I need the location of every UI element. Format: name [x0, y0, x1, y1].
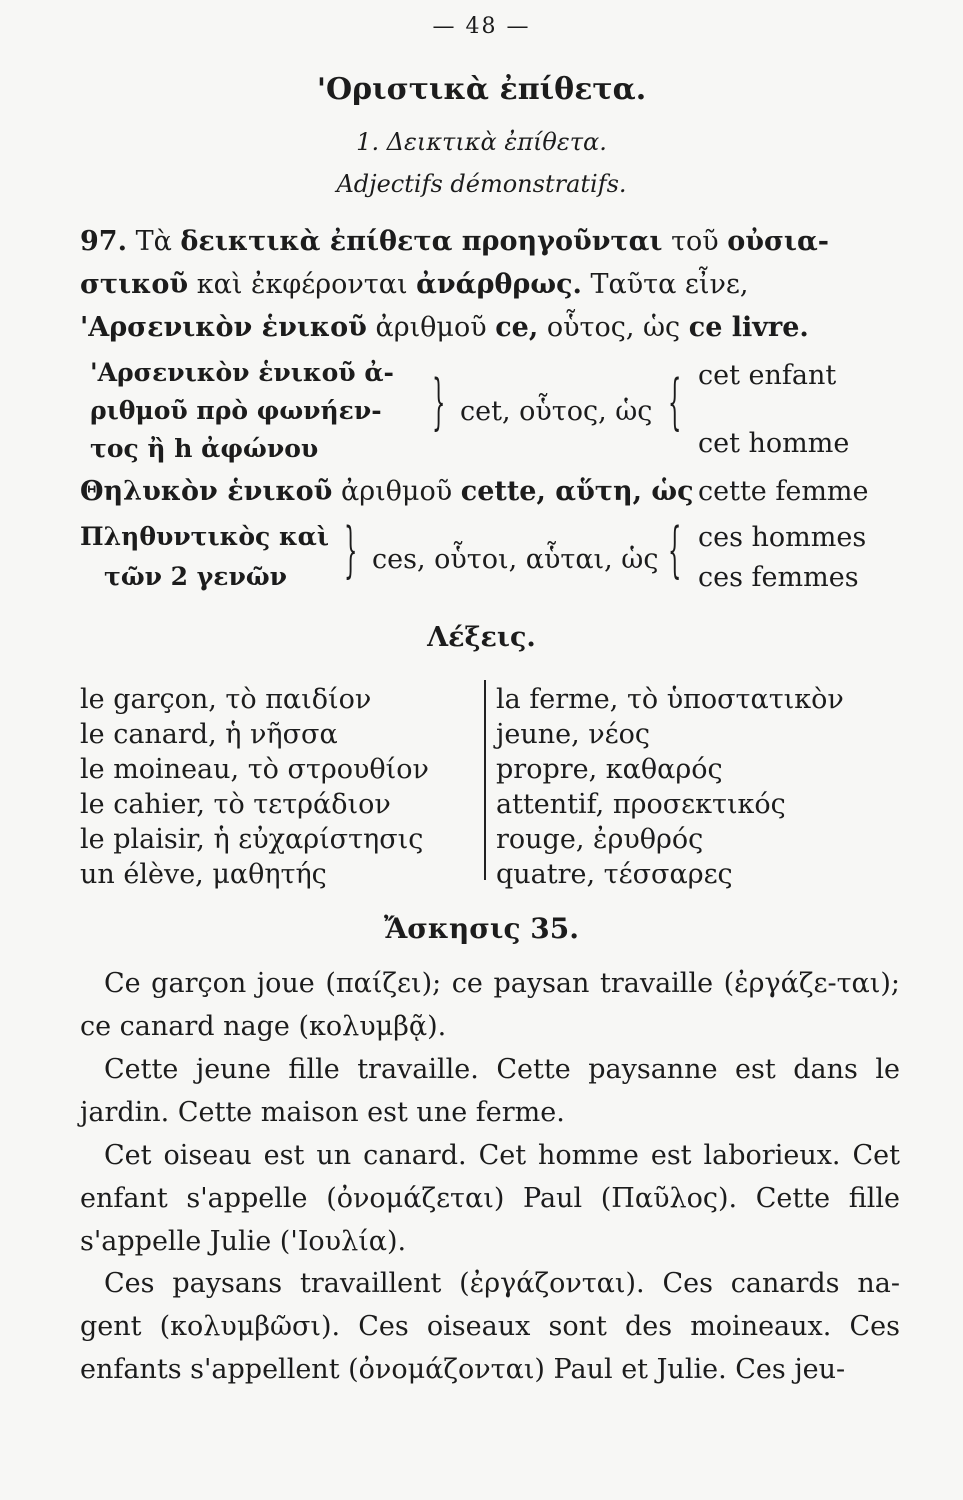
intro-text: τοῦ	[671, 226, 719, 257]
plural-form: ces, οὗτοι, αὗται, ὡς	[372, 544, 659, 575]
intro-french: ce livre.	[688, 312, 809, 343]
plural-example-1: ces hommes	[698, 522, 867, 553]
intro-text: Ταῦτα εἶνε,	[590, 269, 749, 300]
vocab-item: jeune, νέος	[496, 719, 651, 750]
vocab-item: attentif, προσεκτικός	[496, 789, 786, 820]
masc-vowel-label-1: 'Αρσενικὸν ἑνικοῦ ἀ-	[90, 358, 394, 387]
feminine-label: Θηλυκὸν ἑνικοῦ	[80, 476, 333, 507]
intro-bold: ἀνάρθρως.	[416, 269, 582, 300]
feminine-example: cette femme	[698, 476, 869, 507]
exercise-heading: Ἄσκησις 35.	[384, 912, 579, 945]
intro-text: οὗτος, ὡς	[546, 312, 681, 343]
paragraph-number: 97.	[80, 226, 127, 257]
intro-text: καὶ ἐκφέρονται	[196, 269, 408, 300]
intro-bold: οὐσια-στικοῦ	[80, 226, 829, 300]
vocab-item: le moineau, τὸ στρουθίον	[80, 754, 429, 785]
vocab-item: la ferme, τὸ ὑποστατικὸν	[496, 684, 844, 715]
vocabulary-right-column	[496, 682, 844, 892]
exercise-paragraph: Cet oiseau est un canard. Cet homme est laborieux. Cet enfant s'appelle (ὀνομάζεται) Paul (Παῦλος). Cette fille s'appelle Julie ('Ιουλία).	[80, 1140, 900, 1257]
intro-text: Τὰ	[135, 226, 172, 257]
vocabulary-heading: Λέξεις.	[427, 622, 536, 653]
masc-vowel-label-3: τος ἢ h ἀφώνου	[90, 434, 319, 463]
intro-paragraph	[80, 220, 900, 349]
section-subtitle-french: Adjectifs démonstratifs.	[336, 170, 627, 198]
exercise-paragraph: Ce garçon joue (παίζει); ce paysan travaille (ἐργάζε-ται); ce canard nage (κολυμβᾷ).	[80, 968, 900, 1042]
vocab-item: un élève, μαθητής	[80, 859, 327, 890]
plural-label-1: Πληθυντικὸς καὶ	[80, 522, 330, 551]
masc-vowel-example-1: cet enfant	[698, 360, 837, 391]
vocab-item: le plaisir, ἡ εὐχαρίστησις	[80, 824, 424, 855]
vocab-item: propre, καθαρός	[496, 754, 723, 785]
left-brace: {	[668, 367, 682, 437]
column-divider	[484, 680, 486, 880]
right-brace: }	[432, 367, 446, 437]
vocabulary-left-column	[80, 682, 429, 892]
intro-text: ἀριθμοῦ	[375, 312, 487, 343]
feminine-label-2: ἀριθμοῦ	[340, 476, 453, 507]
vocab-item: le garçon, τὸ παιδίον	[80, 684, 372, 715]
feminine-row	[80, 476, 694, 507]
vocab-item: quatre, τέσσαρες	[496, 859, 733, 890]
vocab-item: rouge, ἐρυθρός	[496, 824, 704, 855]
intro-french: ce,	[495, 312, 539, 343]
intro-bold: 'Αρσενικὸν ἑνικοῦ	[80, 312, 367, 343]
intro-bold: δεικτικὰ ἐπίθετα προηγοῦνται	[180, 226, 663, 257]
page-title: 'Οριστικὰ ἐπίθετα.	[316, 72, 647, 107]
vocab-item: le canard, ἡ νῆσσα	[80, 719, 338, 750]
left-brace: {	[668, 515, 682, 585]
section-subtitle-greek: 1. Δεικτικὰ ἐπίθετα.	[356, 128, 607, 156]
page-number: — 48 —	[432, 14, 531, 39]
exercise-paragraph: Ces paysans travaillent (ἐργάζονται). Ces canards na-gent (κολυμβῶσι). Ces oiseaux sont des moineaux. Ces enfants s'appellent (ὀνομάζονται) Paul et Julie. Ces jeu-	[80, 1268, 900, 1385]
masc-vowel-form: cet, οὗτος, ὡς	[460, 396, 653, 427]
exercise-paragraph: Cette jeune fille travaille. Cette paysanne est dans le jardin. Cette maison est une ferme.	[80, 1054, 900, 1128]
masc-vowel-example-2: cet homme	[698, 428, 850, 459]
plural-label-2: τῶν 2 γενῶν	[104, 562, 287, 591]
vocab-item: le cahier, τὸ τετράδιον	[80, 789, 391, 820]
plural-example-2: ces femmes	[698, 562, 859, 593]
feminine-form: cette, αὕτη, ὡς	[460, 476, 694, 507]
masc-vowel-label-2: ριθμοῦ πρὸ φωνήεν-	[90, 396, 382, 425]
right-brace: }	[344, 515, 358, 585]
